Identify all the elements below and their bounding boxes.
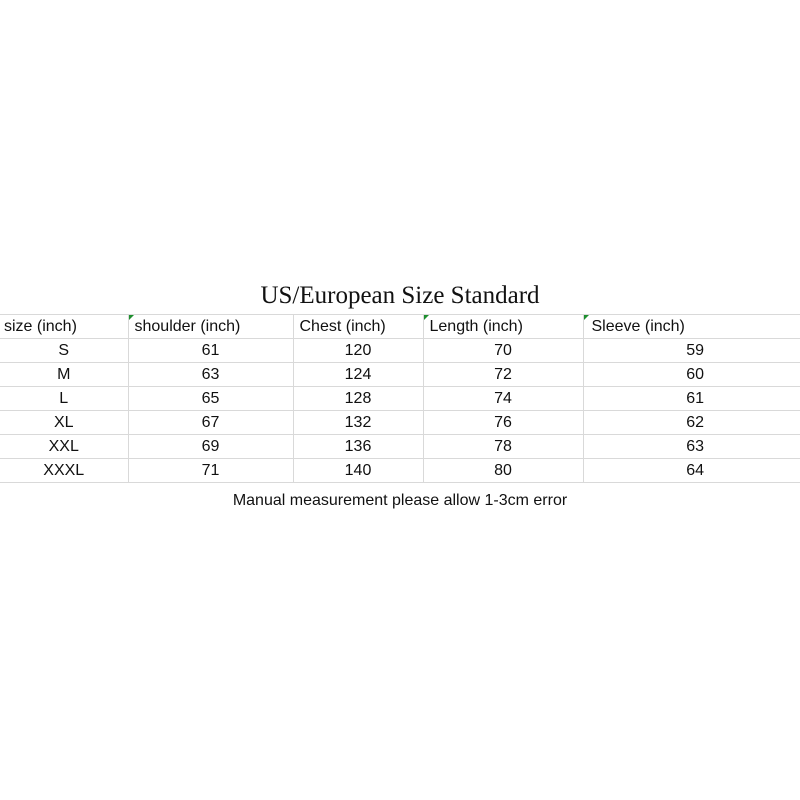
table-row [0,363,800,387]
table-row [0,387,800,411]
header-chest: Chest (inch) [293,315,423,339]
cell-marker-icon [584,315,589,320]
cell-size: M [0,363,128,387]
cell-sleeve: 62 [583,411,800,435]
header-length-label: Length (inch) [429,318,523,335]
header-sleeve-label: Sleeve (inch) [591,318,685,335]
cell-marker-icon [129,315,134,320]
size-chart-table [0,314,800,483]
table-row [0,459,800,483]
table-row [0,411,800,435]
cell-length: 78 [423,435,583,459]
cell-shoulder: 69 [128,435,293,459]
cell-chest: 140 [293,459,423,483]
cell-size: XXXL [0,459,128,483]
cell-size: L [0,387,128,411]
cell-shoulder: 63 [128,363,293,387]
cell-size: XXL [0,435,128,459]
cell-length: 70 [423,339,583,363]
header-shoulder-label: shoulder (inch) [134,318,241,335]
header-size: size (inch) [0,315,128,339]
cell-shoulder: 61 [128,339,293,363]
cell-shoulder: 65 [128,387,293,411]
cell-sleeve: 64 [583,459,800,483]
cell-sleeve: 63 [583,435,800,459]
table-row [0,435,800,459]
page-title: US/European Size Standard [260,282,540,309]
cell-size: XL [0,411,128,435]
cell-shoulder: 71 [128,459,293,483]
cell-chest: 120 [293,339,423,363]
table-header-row [0,315,800,339]
cell-length: 80 [423,459,583,483]
cell-length: 72 [423,363,583,387]
cell-chest: 128 [293,387,423,411]
header-sleeve [583,315,800,339]
cell-sleeve: 59 [583,339,800,363]
cell-chest: 124 [293,363,423,387]
header-shoulder [128,315,293,339]
cell-length: 74 [423,387,583,411]
header-length [423,315,583,339]
cell-chest: 136 [293,435,423,459]
table-row [0,339,800,363]
cell-chest: 132 [293,411,423,435]
cell-shoulder: 67 [128,411,293,435]
cell-marker-icon [424,315,429,320]
cell-length: 76 [423,411,583,435]
measurement-note: Manual measurement please allow 1-3cm error [232,492,568,509]
cell-size: S [0,339,128,363]
cell-sleeve: 61 [583,387,800,411]
cell-sleeve: 60 [583,363,800,387]
